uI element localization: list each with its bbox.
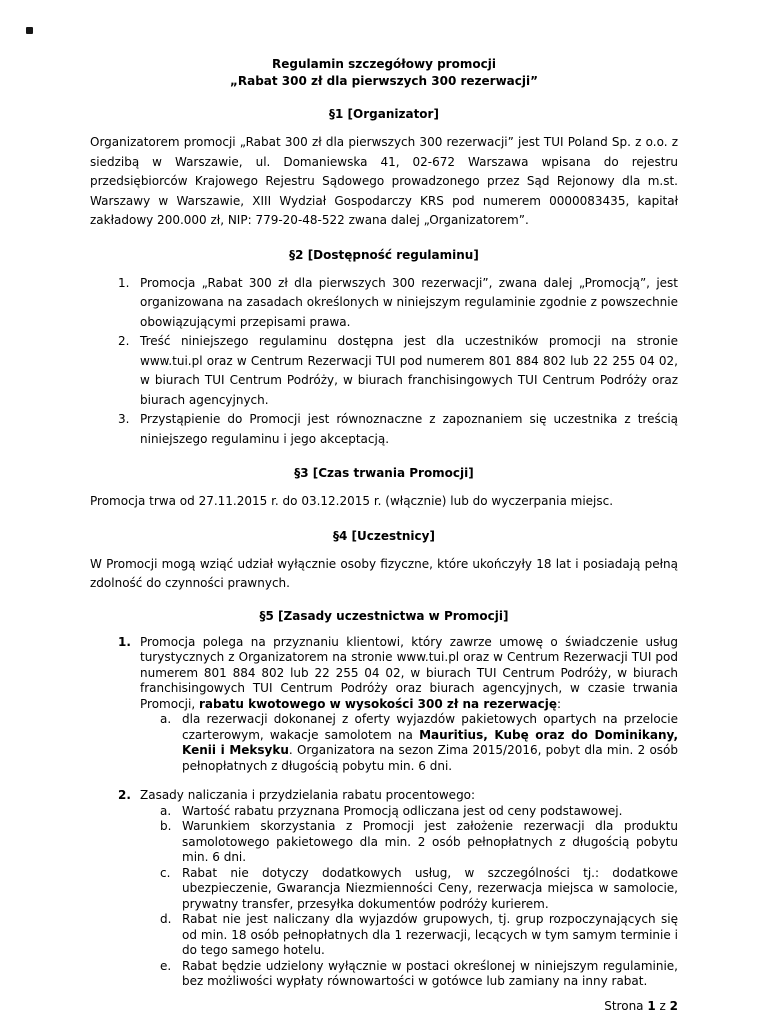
list-subitem	[90, 959, 678, 990]
text-segment: . Organizatora na sezon Zima 2015/2016, pobyt dla min. 2 osób pełnopłatnych z długością pobytu min. 6 dni.	[182, 743, 679, 773]
list-item-marker: c.	[160, 865, 171, 880]
section-3-body: Promocja trwa od 27.11.2015 r. do 03.12.2015 r. (włącznie) lub do wyczerpania miejsc.	[90, 494, 614, 508]
document-title-line2: „Rabat 300 zł dla pierwszych 300 rezerwacji”	[229, 74, 538, 88]
text-segment: dla rezerwacji dokonanej z oferty wyjazdów pakietowych opartych na przelocie czarterowym, wakacje samolotem na	[182, 712, 678, 742]
text-segment-bold: Mauritius, Kubę oraz do Dominikany, Kenii i Meksyku	[182, 727, 678, 757]
list-item-text	[182, 712, 678, 774]
list-item	[90, 332, 678, 410]
list-item	[90, 635, 678, 713]
section-2-heading: §2 [Dostępność regulaminu]	[289, 247, 479, 262]
text-segment: Promocja polega na przyznaniu klientowi, który zawrze umowę o świadczenie usług turystycznych z Organizatorem na stronie www.tui.pl oraz w Centrum Rezerwacji TUI pod numerem 801 884 802 lub 22 255 04 02, w biurach TUI Centrum Podróży, w biurach franchisingowych TUI Centrum Podróży oraz biurach agencyjnych, w czasie trwania Promocji,	[140, 634, 678, 711]
list-item	[90, 274, 678, 333]
text-segment: :	[556, 696, 562, 711]
list-item-text: Przystąpienie do Promocji jest równoznaczne z zapoznaniem się uczestnika z treścią niniejszego regulaminu i jego akceptacją.	[140, 412, 678, 446]
list-item-text	[140, 635, 678, 713]
list-subitem	[90, 712, 678, 774]
section-4-body: W Promocji mogą wziąć udział wyłącznie osoby fizyczne, które ukończyły 18 lat i posiadają pełną zdolność do czynności prawnych.	[90, 556, 678, 590]
footer-page-label: Strona	[604, 998, 648, 1013]
footer-page-separator: z	[655, 998, 670, 1013]
list-item-marker: 2.	[118, 788, 131, 802]
section-3-heading: §3 [Czas trwania Promocji]	[294, 466, 474, 480]
list-item	[90, 788, 678, 804]
footer-page-total: 2	[669, 998, 678, 1013]
document-title	[90, 56, 678, 90]
list-item-marker: d.	[160, 912, 172, 926]
section-5-list	[90, 635, 678, 990]
list-item-marker: b.	[160, 819, 172, 833]
document-title-line1: Regulamin szczegółowy promocji	[272, 57, 496, 71]
list-item-text: Rabat nie dotyczy dodatkowych usług, w szczególności tj.: dodatkowe ubezpieczenie, Gwarancja Niezmienności Ceny, rezerwacja miejsca w samolocie, prywatny transfer, przesyłka dokumentów podróży kurierem.	[182, 865, 678, 911]
list-item-marker: 2.	[118, 334, 130, 348]
list-item-marker: e.	[160, 958, 172, 973]
list-item-text: Promocja „Rabat 300 zł dla pierwszych 300 rezerwacji”, zwana dalej „Promocją”, jest organizowana na zasadach określonych w niniejszym regulaminie zgodnie z powszechnie obowiązującymi przepisami prawa.	[140, 275, 678, 329]
section-1-body: Organizatorem promocji „Rabat 300 zł dla pierwszych 300 rezerwacji” jest TUI Poland Sp. z o.o. z siedzibą w Warszawie, ul. Domaniewska 41, 02-672 Warszawa wpisana do rejestru przedsiębiorców Krajowego Rejestru Sądowego prowadzonego przez Sąd Rejonowy dla m.st. Warszawy w Warszawie, XIII Wydział Gospodarczy KRS pod numerem 0000083435, kapitał zakładowy 200.000 zł, NIP: 779-20-48-522 zwana dalej „Organizatorem”.	[90, 135, 678, 227]
list-subitem	[90, 912, 678, 959]
list-item-marker: a.	[160, 803, 172, 818]
page-footer	[90, 999, 678, 1014]
list-subitem	[90, 819, 678, 866]
section-4-heading: §4 [Uczestnicy]	[333, 528, 435, 543]
list-item-text: Rabat nie jest naliczany dla wyjazdów grupowych, tj. grup rozpoczynających się od min. 18 osób pełnopłatnych dla 1 rezerwacji, lecących w tym samym terminie i do tego samego hotelu.	[182, 912, 678, 957]
list-item-marker: a.	[160, 712, 172, 726]
scan-artifact-dot	[26, 27, 33, 34]
list-item-text: Rabat będzie udzielony wyłącznie w postaci określonej w niniejszym regulaminie, bez możliwości wypłaty równowartości w gotówce lub zamiany na inny rabat.	[182, 958, 678, 988]
list-item-text: Wartość rabatu przyznana Promocją odliczana jest od ceny podstawowej.	[182, 803, 623, 818]
section-1-heading: §1 [Organizator]	[329, 107, 439, 121]
footer-page-current: 1	[647, 998, 656, 1013]
section-2-list	[90, 274, 678, 450]
list-item-marker: 1.	[118, 634, 131, 649]
list-item-text: Warunkiem skorzystania z Promocji jest założenie rezerwacji dla produktu samolotowego pakietowego dla min. 2 osób pełnopłatnych z długością pobytu min. 6 dni.	[182, 819, 678, 864]
section-5-heading: §5 [Zasady uczestnictwa w Promocji]	[259, 608, 509, 623]
list-subitem	[90, 804, 678, 820]
list-subitem	[90, 866, 678, 913]
list-item-text: Zasady naliczania i przydzielania rabatu procentowego:	[140, 788, 476, 802]
list-item-text: Treść niniejszego regulaminu dostępna jest dla uczestników promocji na stronie www.tui.pl oraz w Centrum Rezerwacji TUI pod numerem 801 884 802 lub 22 255 04 02, w biurach TUI Centrum Podróży, w biurach franchisingowych TUI Centrum Podróży oraz biurach agencyjnych.	[140, 334, 678, 407]
list-item-marker: 3.	[118, 412, 130, 426]
list-item-marker: 1.	[118, 275, 130, 290]
text-segment-bold: rabatu kwotowego w wysokości 300 zł na rezerwację	[198, 696, 557, 711]
list-item	[90, 410, 678, 449]
